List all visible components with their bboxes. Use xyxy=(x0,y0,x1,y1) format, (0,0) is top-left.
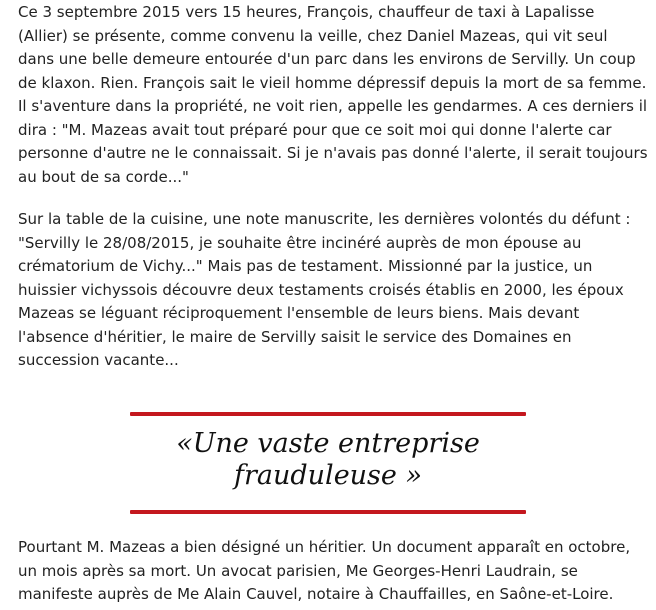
pull-quote-text xyxy=(130,428,526,492)
pull-quote-line-2: frauduleuse » xyxy=(234,460,422,491)
paragraph-1: Ce 3 septembre 2015 vers 15 heures, François, chauffeur de taxi à Lapalisse (Allier) se présente, comme convenu la veille, chez Daniel Mazeas, qui vit seul dans une belle demeure entourée d'un parc dans les environs de Servilly. Un coup de klaxon. Rien. François sait le vieil homme dépressif depuis la mort de sa femme. Il s'aventure dans la propriété, ne voit rien, appelle les gendarmes. A ces derniers il dira : "M. Mazeas avait tout préparé pour que ce soit moi qui donne l'alerte car personne d'autre ne le connaissait. Si je n'avais pas donné l'alerte, il serait toujours au bout de sa corde..." xyxy=(18,3,648,186)
paragraph-3: Pourtant M. Mazeas a bien désigné un héritier. Un document apparaît en octobre, un mois après sa mort. Un avocat parisien, Me Georges-Henri Laudrain, se manifeste auprès de Me Alain Cauvel, notaire à Chauffailles, en Saône-et-Loire. xyxy=(18,538,631,603)
pull-quote-line-1: «Une vaste entreprise xyxy=(176,428,480,459)
pull-quote-bottom-rule xyxy=(130,510,526,514)
pull-quote-top-rule xyxy=(130,412,526,416)
pull-quote xyxy=(130,412,526,514)
paragraph-2: Sur la table de la cuisine, une note manuscrite, les dernières volontés du défunt : "Servilly le 28/08/2015, je souhaite être incinéré auprès de mon épouse au crématorium de Vichy..." Mais pas de testament. Missionné par la justice, un huissier vichyssois découvre deux testaments croisés établis en 2000, les époux Mazeas se léguant réciproquement l'ensemble de leurs biens. Mais devant l'absence d'héritier, le maire de Servilly saisit le service des Domaines en succession vacante... xyxy=(18,210,631,369)
